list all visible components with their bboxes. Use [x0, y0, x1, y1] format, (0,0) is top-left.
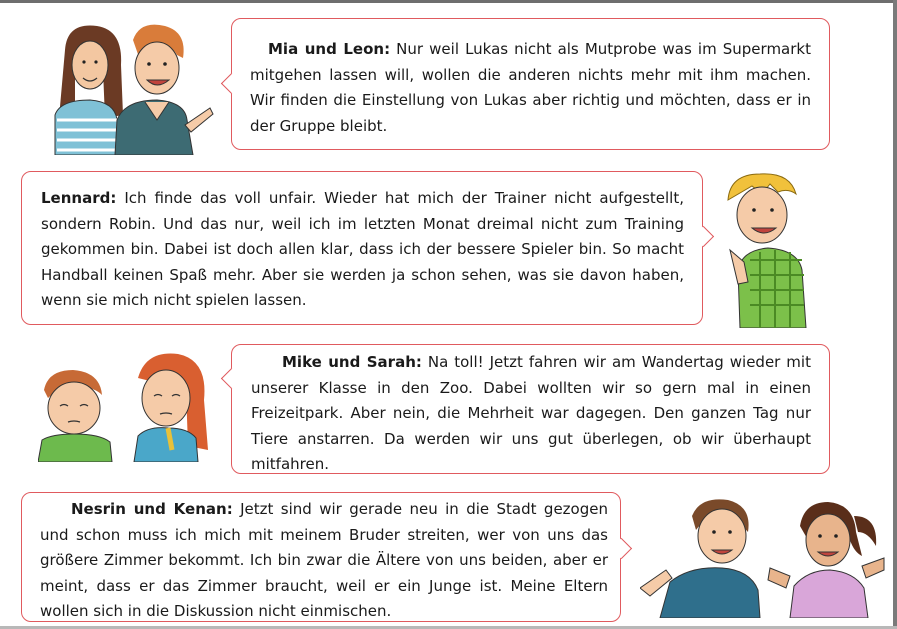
speaker-name: Nesrin und Kenan:	[71, 500, 233, 518]
speech-bubble-lennard	[21, 171, 703, 325]
illustration-mike-sarah	[38, 350, 218, 462]
illustration-lennard	[720, 170, 820, 328]
speech-text: Nur weil Lukas nicht als Mutprobe was im Supermarkt mitgehen lassen will, wollen die anderen nichts mehr mit ihm machen. Wir finden die Einstellung von Lukas aber richtig und möchten, dass er in der Gruppe bleibt.	[250, 40, 811, 135]
speech-text: Ich finde das voll unfair. Wieder hat mich der Trainer nicht aufgestellt, sondern Robin. Und das nur, weil ich im letzten Monat dreimal nicht zum Training gekommen bin. Dabei ist doch allen klar, dass ich der bessere Spieler bin. So macht Handball keinen Spaß mehr. Aber sie werden ja schon sehen, was sie davon haben, wenn sie mich nicht spielen lassen.	[41, 189, 684, 309]
speech-bubble-mia-leon	[231, 18, 830, 150]
speech-text: Jetzt sind wir gerade neu in die Stadt gezogen und schon muss ich mich mit meinem Bruder streiten, wer von uns das größere Zimmer bekommt. Ich bin zwar die Ältere von uns beiden, aber er meint, dass er das Zimmer braucht, weil er ein Junge ist. Meine Eltern wollen sich in die Diskussion nicht einmischen.	[40, 500, 608, 620]
illustration-mia-leon	[45, 20, 215, 155]
illustration-nesrin-kenan	[640, 496, 885, 618]
speech-text: Na toll! Jetzt fahren wir am Wandertag wieder mit unserer Klasse in den Zoo. Dabei wollten wir so gern mal in einen Freizeitpark. Aber nein, die Mehrheit war dagegen. Den ganzen Tag nur Tiere anstarren. Da werden wir uns gut überlegen, ob wir überhaupt mitfahren.	[251, 353, 811, 473]
speech-bubble-nesrin-kenan	[21, 492, 621, 622]
speaker-name: Mike und Sarah:	[282, 353, 422, 371]
speaker-name: Lennard:	[41, 189, 117, 207]
top-border	[0, 0, 897, 3]
speaker-name: Mia und Leon:	[268, 40, 391, 58]
speech-bubble-mike-sarah	[231, 344, 830, 474]
scrollbar[interactable]	[893, 0, 897, 629]
